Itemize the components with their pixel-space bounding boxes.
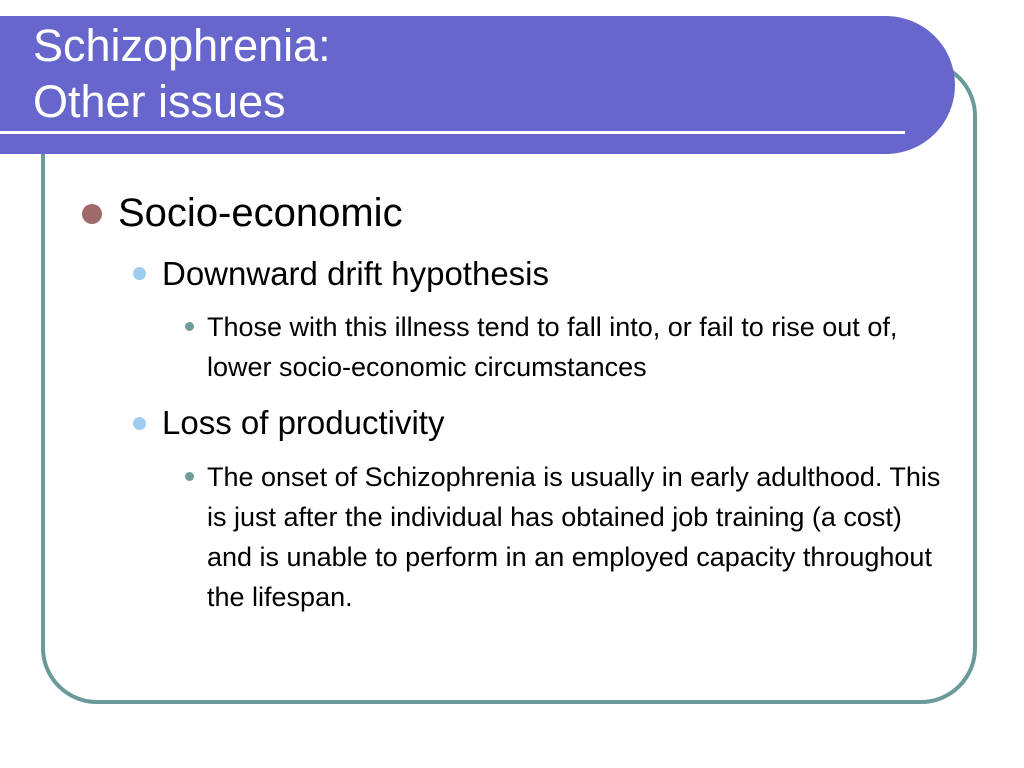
slide-title-line-1: Schizophrenia:	[33, 20, 331, 71]
bullet-dot-level1	[82, 204, 102, 224]
bullet-socio-economic: Socio-economic	[118, 191, 403, 235]
bullet-downward-drift: Downward drift hypothesis	[162, 255, 550, 292]
slide-title-line-2: Other issues	[33, 76, 286, 127]
bullet-dot-level3	[185, 472, 194, 481]
bullet-loss-of-productivity-detail: The onset of Schizophrenia is usually in early adulthood. This is just after the individual has obtained job training (a cost) and is unable to perform in an employed capacity throughout the lifespan.	[207, 462, 941, 612]
bullet-dot-level2	[133, 267, 146, 280]
bullet-dot-level3	[185, 322, 194, 331]
bullet-loss-of-productivity: Loss of productivity	[162, 404, 445, 441]
bullet-dot-level2	[133, 417, 146, 430]
bullet-downward-drift-detail: Those with this illness tend to fall into, or fail to rise out of, lower socio-economic circumstances	[207, 312, 898, 382]
